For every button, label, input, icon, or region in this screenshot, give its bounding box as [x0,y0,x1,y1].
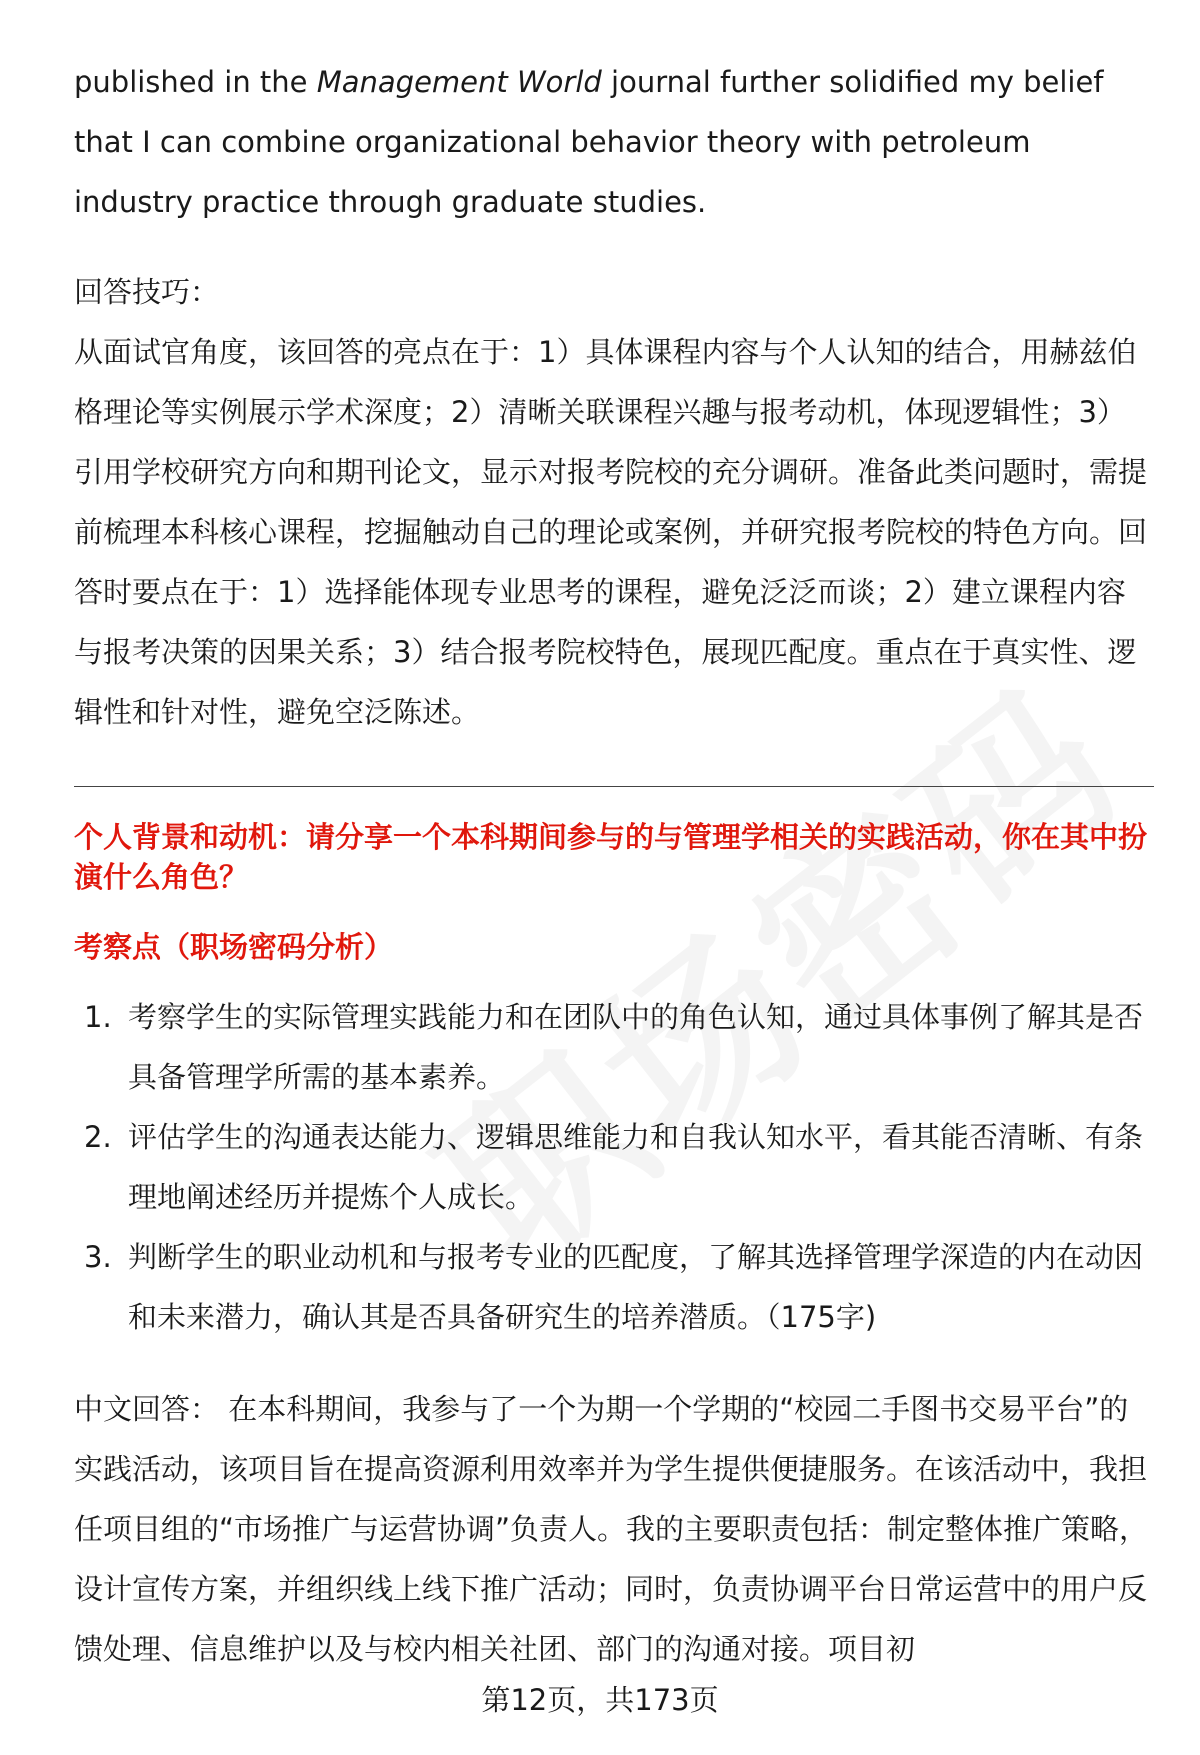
question-heading: 个人背景和动机：请分享一个本科期间参与的与管理学相关的实践活动，你在其中扮演什么角色？ [74,820,1148,894]
intro-text-part1: published in the [74,65,317,99]
list-item-number: 3. [84,1240,112,1274]
tips-body: 从面试官角度，该回答的亮点在于：1）具体课程内容与个人认知的结合，用赫兹伯格理论等实例展示学术深度；2）清晰关联课程兴趣与报考动机，体现逻辑性；3）引用学校研究方向和期刊论文，显示对报考院校的充分调研。准备此类问题时，需提前梳理本科核心课程，挖掘触动自己的理论或案例，并研究报考院校的特色方向。回答时要点在于：1）选择能体现专业思考的课程，避免泛泛而谈；2）建立课程内容与报考决策的因果关系；3）结合报考院校特色，展现匹配度。重点在于真实性、逻辑性和针对性，避免空泛陈述。 [74,335,1148,729]
page-footer: 第12页，共173页 [481,1683,719,1717]
list-item-text: 判断学生的职业动机和与报考专业的匹配度，了解其选择管理学深造的内在动因和未来潜力，确认其是否具备研究生的培养潜质。（175字) [128,1240,1144,1334]
intro-text-part2: journal further solidified my belief that I can combine organizational behavior theory with petroleum industry practice through graduate studies. [74,65,1104,219]
tips-title: 回答技巧： [74,275,220,309]
journal-name: Management World [316,65,602,99]
list-item [74,987,1154,1107]
list-item-text: 评估学生的沟通表达能力、逻辑思维能力和自我认知水平，看其能否清晰、有条理地阐述经历并提炼个人成长。 [128,1120,1144,1214]
list-item-number: 1. [84,1000,112,1034]
list-item-text: 考察学生的实际管理实践能力和在团队中的角色认知，通过具体事例了解其是否具备管理学所需的基本素养。 [128,1000,1144,1094]
intro-paragraph [74,52,1154,232]
answer-paragraph: 中文回答： 在本科期间，我参与了一个为期一个学期的“校园二手图书交易平台”的实践活动，该项目旨在提高资源利用效率并为学生提供便捷服务。在该活动中，我担任项目组的“市场推广与运营协调”负责人。我的主要职责包括：制定整体推广策略，设计宣传方案，并组织线上线下推广活动；同时，负责协调平台日常运营中的用户反馈处理、信息维护以及与校内相关社团、部门的沟通对接。项目初 [74,1392,1149,1666]
section-divider [74,786,1154,787]
points-title: 考察点（职场密码分析） [74,930,394,964]
points-list [74,987,1154,1347]
list-item-number: 2. [84,1120,112,1154]
list-item [74,1107,1154,1227]
list-item [74,1227,1154,1347]
page-content [74,52,1154,1679]
